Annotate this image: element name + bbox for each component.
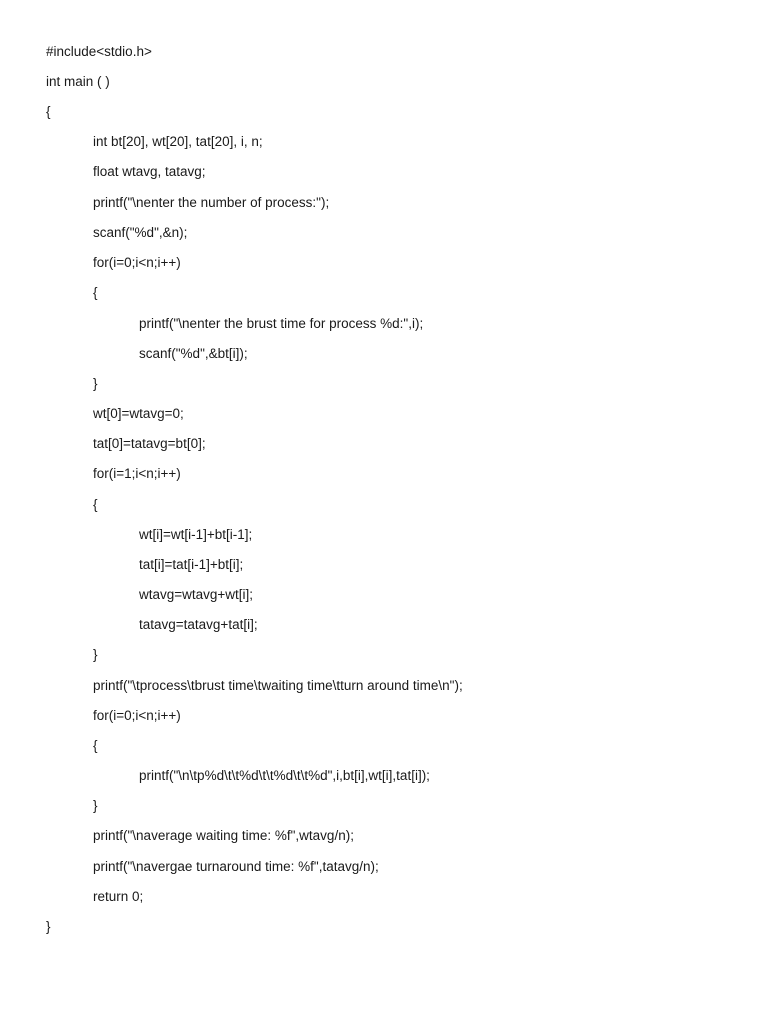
- code-line-21: }: [93, 647, 98, 662]
- code-line-7: scanf("%d",&n);: [93, 225, 188, 240]
- code-line-1: #include<stdio.h>: [46, 44, 152, 59]
- code-line-23: for(i=0;i<n;i++): [93, 708, 181, 723]
- code-line-29: return 0;: [93, 889, 144, 904]
- code-line-12: }: [93, 376, 98, 391]
- code-line-22: printf("\tprocess\tbrust time\twaiting time\tturn around time\n");: [93, 678, 463, 693]
- code-line-19: wtavg=wtavg+wt[i];: [139, 587, 254, 602]
- code-line-25: printf("\n\tp%d\t\t%d\t\t%d\t\t%d",i,bt[i],wt[i],tat[i]);: [139, 768, 430, 783]
- code-line-17: wt[i]=wt[i-1]+bt[i-1];: [139, 527, 253, 542]
- code-line-4: int bt[20], wt[20], tat[20], i, n;: [93, 134, 263, 149]
- code-line-14: tat[0]=tatavg=bt[0];: [93, 436, 206, 451]
- code-line-28: printf("\navergae turnaround time: %f",tatavg/n);: [93, 859, 379, 874]
- code-line-5: float wtavg, tatavg;: [93, 164, 206, 179]
- code-line-20: tatavg=tatavg+tat[i];: [139, 617, 258, 632]
- code-line-10: printf("\nenter the brust time for process %d:",i);: [139, 316, 424, 331]
- code-line-8: for(i=0;i<n;i++): [93, 255, 181, 270]
- code-line-9: {: [93, 285, 98, 300]
- code-line-6: printf("\nenter the number of process:");: [93, 195, 330, 210]
- code-line-16: {: [93, 497, 98, 512]
- code-line-2: int main ( ): [46, 74, 110, 89]
- code-line-26: }: [93, 798, 98, 813]
- code-line-24: {: [93, 738, 98, 753]
- code-line-3: {: [46, 104, 51, 119]
- code-line-18: tat[i]=tat[i-1]+bt[i];: [139, 557, 244, 572]
- code-line-11: scanf("%d",&bt[i]);: [139, 346, 248, 361]
- code-line-27: printf("\naverage waiting time: %f",wtavg/n);: [93, 828, 354, 843]
- code-line-15: for(i=1;i<n;i++): [93, 466, 181, 481]
- code-line-13: wt[0]=wtavg=0;: [93, 406, 184, 421]
- code-line-30: }: [46, 919, 51, 934]
